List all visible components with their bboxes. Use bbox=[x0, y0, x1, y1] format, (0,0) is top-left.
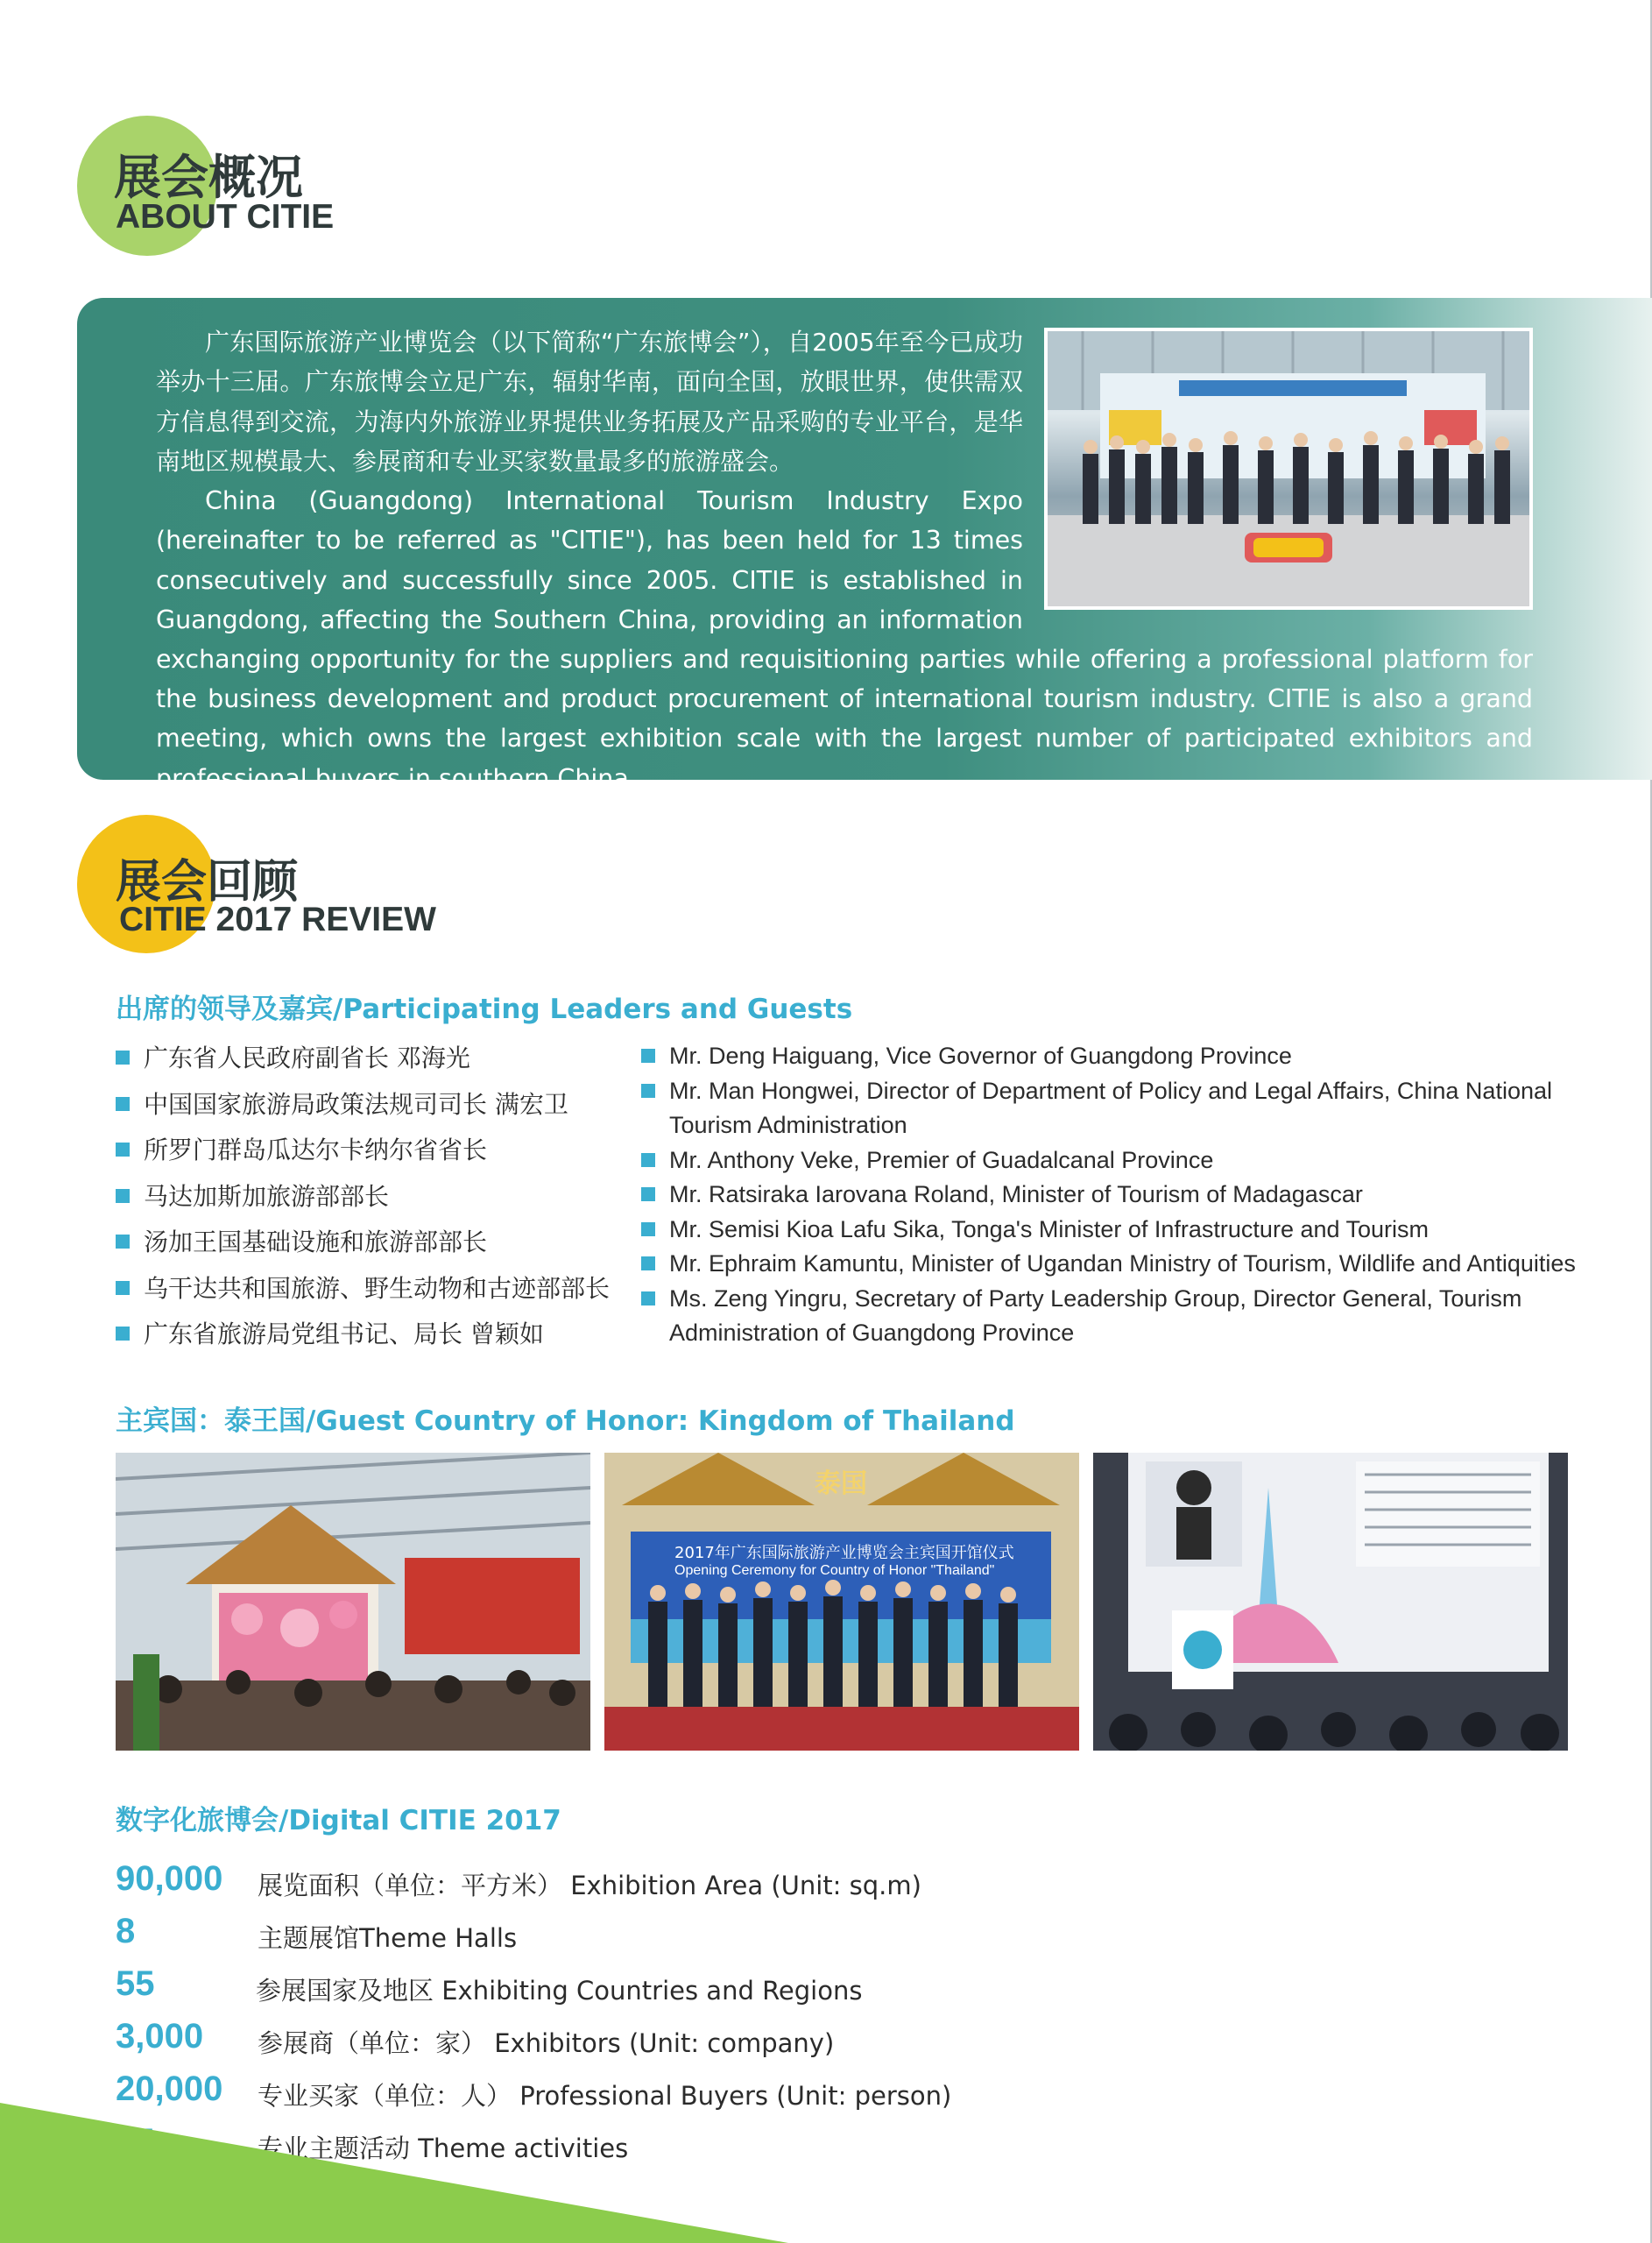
review-title-en: CITIE 2017 REVIEW bbox=[119, 901, 436, 938]
thai-pavilion-photo bbox=[116, 1453, 590, 1751]
about-paragraph-cn: 广东国际旅游产业博览会（以下简称“广东旅博会”），自2005年至今已成功举办十三届。广东旅博会立足广东，辐射华南，面向全国，放眼世界，使供需双方信息得到交流，为海内外旅游业界提供业务拓展及产品采购的专业平台，是华南地区规模最大、参展商和专业买家数量最多的旅游盛会。 bbox=[156, 328, 1023, 476]
list-item: 马达加斯加旅游部部长 bbox=[116, 1179, 641, 1226]
list-item: 广东省人民政府副省长 邓海光 bbox=[116, 1041, 641, 1087]
stat-row bbox=[116, 2017, 1167, 2066]
bullet-icon bbox=[116, 1327, 130, 1341]
opening-ceremony-illustration bbox=[1048, 331, 1529, 606]
stat-label: 参展国家及地区 Exhibiting Countries and Regions bbox=[256, 1976, 863, 2006]
list-item: Mr. Deng Haiguang, Vice Governor of Guangdong Province bbox=[641, 1039, 1596, 1074]
stat-label: 专业买家（单位：人） Professional Buyers (Unit: person) bbox=[258, 2081, 952, 2111]
list-item: 广东省旅游局党组书记、局长 曾颖如 bbox=[116, 1317, 641, 1363]
guest-country-heading: 主宾国：泰王国/Guest Country of Honor: Kingdom of Thailand bbox=[116, 1405, 1015, 1437]
stat-label: 参展商（单位：家） Exhibitors (Unit: company) bbox=[258, 2028, 835, 2058]
bullet-icon bbox=[116, 1189, 130, 1203]
stat-label: 主题展馆Theme Halls bbox=[258, 1923, 518, 1953]
thailand-ceremony-photo bbox=[604, 1453, 1079, 1751]
list-item: Mr. Ephraim Kamuntu, Minister of Ugandan Ministry of Tourism, Wildlife and Antiquities bbox=[641, 1247, 1596, 1282]
ceremony-banner-cn: 2017年广东国际旅游产业博览会主宾国开馆仪式 bbox=[674, 1544, 1014, 1562]
stat-value: 20,000 bbox=[116, 2070, 223, 2108]
bullet-icon bbox=[641, 1049, 655, 1063]
list-item: 汤加王国基础设施和旅游部部长 bbox=[116, 1225, 641, 1271]
bullet-icon bbox=[641, 1153, 655, 1167]
bullet-icon bbox=[641, 1222, 655, 1236]
stat-value: 8 bbox=[116, 1912, 136, 1950]
speech-presentation-photo bbox=[1093, 1453, 1568, 1751]
bullet-icon bbox=[116, 1051, 130, 1065]
stat-value: 90,000 bbox=[116, 1859, 223, 1898]
about-paragraph-en: China (Guangdong) International Tourism Industry Expo (hereinafter to be referred as "CITIE"), has been held for 13 times consecutively and successfully since 2005. CITIE is established in Guangdong, affecting the Southern China, providing an information exchanging opportunity for the suppliers and requisitioning parties while offering a professional platform for the business development and product procurement of international tourism industry. CITIE is also a grand meeting, which owns the largest exhibition scale with the largest number of participated exhibitors and professional buyers in southern China. bbox=[156, 486, 1533, 793]
ceremony-sign-text: 泰国 bbox=[815, 1468, 867, 1499]
list-item: 中国国家旅游局政策法规司司长 满宏卫 bbox=[116, 1087, 641, 1134]
stat-row bbox=[116, 1964, 1167, 2013]
about-text bbox=[156, 322, 1533, 798]
review-title-cn: 展会回顾 bbox=[116, 856, 299, 909]
opening-ceremony-photo bbox=[1044, 328, 1533, 610]
list-item: Mr. Man Hongwei, Director of Department of Policy and Legal Affairs, China National Tourism Administration bbox=[641, 1074, 1596, 1143]
bullet-icon bbox=[641, 1187, 655, 1201]
list-item: Ms. Zeng Yingru, Secretary of Party Leadership Group, Director General, Tourism Administration of Guangdong Province bbox=[641, 1282, 1596, 1351]
list-item: Mr. Semisi Kioa Lafu Sika, Tonga's Minister of Infrastructure and Tourism bbox=[641, 1213, 1596, 1248]
list-item: Mr. Anthony Veke, Premier of Guadalcanal Province bbox=[641, 1143, 1596, 1178]
leaders-cn-list bbox=[116, 1041, 641, 1363]
list-item: Mr. Ratsiraka Iarovana Roland, Minister of Tourism of Madagascar bbox=[641, 1178, 1596, 1213]
about-title-cn: 展会概况 bbox=[114, 150, 303, 205]
bullet-icon bbox=[641, 1256, 655, 1270]
stat-row bbox=[116, 1912, 1167, 1961]
corner-green-decoration bbox=[0, 2094, 788, 2243]
stat-label: 展览面积（单位：平方米） Exhibition Area (Unit: sq.m) bbox=[258, 1871, 921, 1900]
about-title-en: ABOUT CITIE bbox=[116, 198, 335, 236]
list-item: 所罗门群岛瓜达尔卡纳尔省省长 bbox=[116, 1133, 641, 1179]
bullet-icon bbox=[116, 1143, 130, 1157]
stat-row bbox=[116, 1859, 1167, 1908]
leaders-heading: 出席的领导及嘉宾/Participating Leaders and Guests bbox=[116, 994, 853, 1025]
stat-value: 55 bbox=[116, 1964, 155, 2003]
leaders-en-list bbox=[641, 1039, 1596, 1351]
bullet-icon bbox=[116, 1281, 130, 1295]
bullet-icon bbox=[116, 1235, 130, 1249]
stat-label: 专业主题活动 Theme activities bbox=[258, 2133, 629, 2163]
bullet-icon bbox=[641, 1084, 655, 1098]
stat-value: 3,000 bbox=[116, 2017, 204, 2055]
list-item: 乌干达共和国旅游、野生动物和古迹部部长 bbox=[116, 1271, 641, 1318]
bullet-icon bbox=[116, 1097, 130, 1111]
digital-heading: 数字化旅博会/Digital CITIE 2017 bbox=[116, 1805, 561, 1836]
bullet-icon bbox=[641, 1291, 655, 1305]
ceremony-banner-en: Opening Ceremony for Country of Honor "Thailand" bbox=[674, 1563, 995, 1578]
